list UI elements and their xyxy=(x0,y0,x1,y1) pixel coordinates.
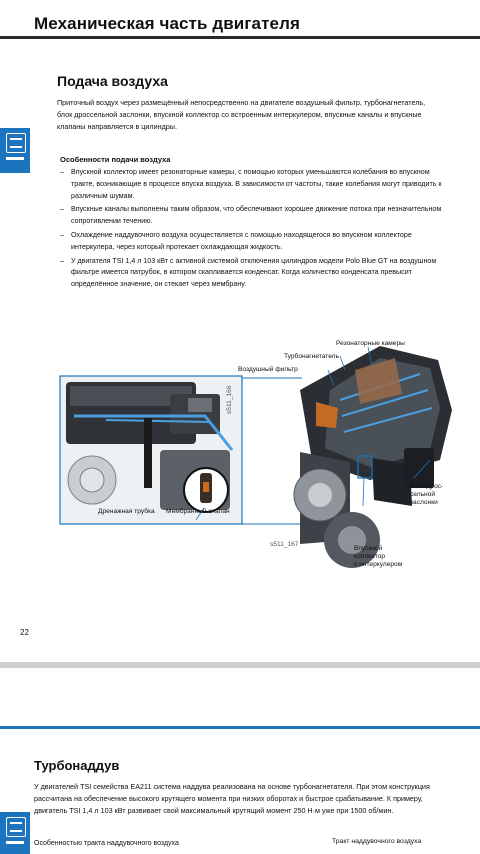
next-section-text: Особенностью тракта наддувочного воздуха xyxy=(34,840,179,847)
page-number: 22 xyxy=(20,628,29,637)
section-title: Подача воздуха xyxy=(57,73,168,89)
next-figure-caption: Тракт наддувочного воздуха xyxy=(332,838,422,845)
label-intake-manifold: Впускной коллектор с интеркулером xyxy=(354,545,403,568)
section-intro: Приточный воздух через размещённый непосредственно на двигателе воздушный фильтр, турбонагнетатель, блок дроссельной заслонки, впускной коллектор со встроенным интеркулером, впускные каналы и впускные клапаны направляется в цилиндры. xyxy=(57,98,426,131)
engine-section-icon xyxy=(6,817,26,837)
side-tab-bar xyxy=(6,841,24,844)
label-resonator-chambers: Резонаторные камеры xyxy=(336,340,405,347)
figure-code-main: s511_167 xyxy=(270,541,299,548)
list-item: – У двигателя TSI 1,4 л 103 кВт с активной системой отключения цилиндров модели Polo Blue GT на воздушном фильтре имеется патрубок, в котором скапливается конденсат. Когда количество конденсата превысит определённое значение, он стекает через мембрану. xyxy=(60,256,450,291)
features-list xyxy=(60,167,450,293)
side-tab-bar xyxy=(6,157,24,160)
inset-detail xyxy=(60,376,302,524)
label-membrane-valve: Мембранный клапан xyxy=(166,508,230,515)
header-rule xyxy=(0,36,480,39)
list-item: – Впускные каналы выполнены таким образом, что обеспечивают хорошее движение потока при незначительном сопротивлении течению. xyxy=(60,204,450,228)
list-item: – Впускной коллектор имеет резонаторные камеры, с помощью которых уменьшаются колебания во впускном тракте, возникающие в процессе впуска воздуха. В зависимости от частоты, такие колебания могут приводить к различным шумам. xyxy=(60,167,450,202)
list-item: – Охлаждение наддувочного воздуха осуществляется с помощью находящегося во впускном коллекторе интеркулера, через который протекает охлаждающая жидкость. xyxy=(60,230,450,254)
label-turbocharger: Турбонагнетатель xyxy=(284,353,339,360)
next-section-title: Турбонаддув xyxy=(34,758,120,773)
label-drain-tube: Дренажная трубка xyxy=(98,508,155,515)
side-tab-engine-next[interactable] xyxy=(0,812,30,854)
figure-code-inset: s511_166 xyxy=(226,385,233,414)
engine-figure xyxy=(0,330,480,590)
features-title: Особенности подачи воздуха xyxy=(60,155,171,164)
label-throttle-body: Блок дрос- сельной заслонки xyxy=(410,483,444,506)
chapter-title: Механическая часть двигателя xyxy=(34,14,300,33)
next-section-intro: У двигателей TSI семейства EA211 система наддува реализована на основе турбонагнетателя. При этом конструкция рассчитана на обеспечение высокого крутящего момента при низких оборотах и быстрое срабатывание. К примеру, двигатель TSI 1,4 л 103 кВт развивает свой максимальный крутящий момент 250 Н·м уже при 1500 об/мин. xyxy=(34,782,430,815)
side-tab-engine[interactable] xyxy=(0,128,30,173)
page-top-rule xyxy=(0,726,480,729)
page-separator xyxy=(0,662,480,668)
main-engine xyxy=(294,346,452,568)
engine-section-icon xyxy=(6,133,26,153)
label-air-filter: Воздушный фильтр xyxy=(238,366,298,373)
